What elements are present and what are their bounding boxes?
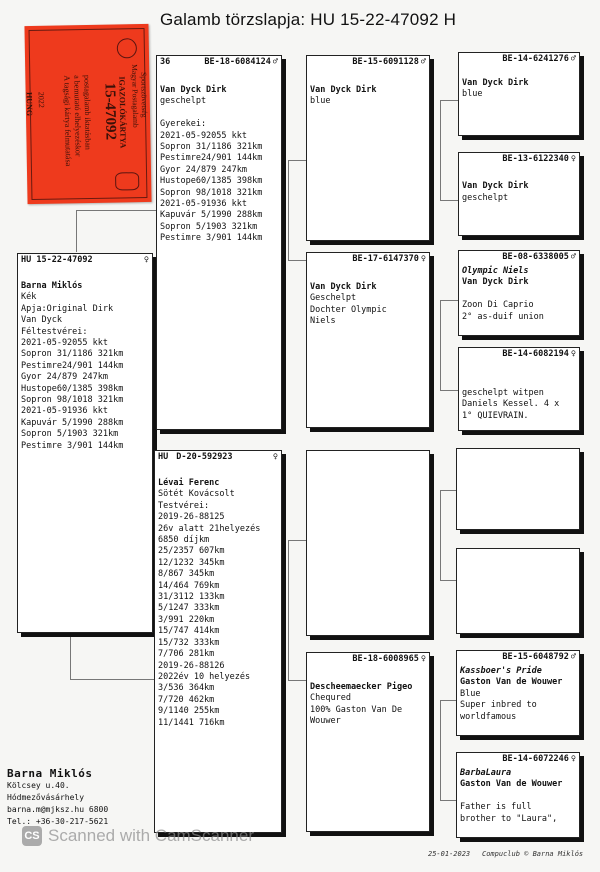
sire-dam-box — [306, 252, 430, 428]
sds-box — [458, 250, 580, 336]
connector — [288, 260, 306, 261]
detail-line: Kapuvár 5/1990 288km — [21, 417, 124, 428]
dam-details — [155, 464, 281, 729]
connector — [76, 210, 77, 252]
detail-line: Dochter Olympic — [310, 304, 387, 315]
card-org2: Sportszövetség — [139, 71, 150, 118]
male-icon: ♂ — [570, 652, 576, 663]
detail-line: 8/867 345km — [158, 569, 215, 580]
dam-dam-details — [307, 666, 429, 728]
detail-line: Apja:Original Dirk — [21, 303, 114, 314]
connector — [440, 490, 441, 580]
connector — [440, 300, 441, 390]
connector — [76, 210, 156, 211]
sire-box — [156, 55, 282, 430]
dam-box — [154, 450, 282, 833]
detail-line — [462, 170, 576, 181]
footer-credit: Compuclub © Barna Miklós — [482, 850, 584, 858]
detail-line: geschelpt — [160, 96, 207, 107]
detail-line: Hustope60/1385 398km — [21, 383, 124, 394]
detail-line: Van Dyck Dirk — [462, 78, 529, 88]
detail-line: Van Dyck Dirk — [160, 85, 227, 95]
detail-line: Féltestvérei: — [21, 326, 88, 337]
detail-line: brother to "Laura", — [460, 813, 558, 824]
detail-line: blue — [462, 89, 483, 100]
ring-number: BE-15-6048792 — [502, 652, 569, 663]
detail-line: Pestimre 3/901 144km — [21, 440, 124, 451]
connector — [288, 540, 306, 541]
pigeon-id-card — [24, 24, 151, 204]
sire-sire-box — [306, 55, 430, 241]
detail-line: Descheemaecker Pigeo — [310, 682, 413, 692]
sire-header — [157, 56, 281, 69]
detail-line: 2021-05-92055 kkt — [21, 338, 108, 349]
footer-date: 25-01-2023 — [428, 850, 471, 858]
ssd-box — [458, 152, 580, 236]
detail-line: 25/2357 607km — [158, 546, 225, 557]
ring-number: BE-14-6082194 — [502, 349, 569, 360]
detail-line: Geschelpt — [310, 293, 357, 304]
detail-line: 2019-26-88125 — [158, 512, 225, 523]
detail-line: Van Dyck — [21, 315, 62, 326]
ring-number: HU 15-22-47092 — [21, 255, 93, 266]
subject-pigeon-box — [17, 253, 153, 633]
detail-line: 15/732 333km — [158, 637, 220, 648]
detail-line: Sopron 98/1018 321km — [160, 187, 263, 198]
ddd-box — [456, 752, 580, 838]
connector — [70, 634, 71, 679]
detail-line: worldfamous — [460, 711, 517, 722]
card-year: 2022 — [36, 91, 46, 108]
dam-dam-box — [306, 652, 430, 832]
ssd-header — [459, 153, 579, 166]
connector — [440, 700, 441, 800]
owner-address: Kölcsey u.40. — [7, 781, 70, 790]
watermark-text: Scanned with CamScanner — [48, 826, 255, 845]
sss-details — [459, 66, 579, 101]
card-note: A tagsági kártya felmutatása — [62, 75, 73, 167]
male-icon: ♂ — [570, 54, 576, 65]
ring-number: BE-15-6091128 — [352, 57, 419, 68]
female-icon: ♀ — [420, 654, 426, 665]
detail-line: blue — [310, 96, 331, 107]
detail-line: Gaston Van de Wouwer — [460, 779, 563, 790]
connector — [440, 100, 441, 200]
page-title: Galamb törzslapja: HU 15-22-47092 H — [160, 10, 457, 29]
dds-box — [456, 650, 580, 736]
detail-line: 2022év 10 helyezés — [158, 671, 251, 682]
sire-sire-details — [307, 69, 429, 108]
camscanner-logo-icon: CS — [22, 826, 42, 846]
female-icon: ♀ — [272, 452, 278, 463]
detail-line: Sopron 31/1186 321km — [160, 142, 263, 153]
pigeon-stamp-icon — [115, 172, 139, 190]
detail-line — [160, 108, 278, 119]
scanner-watermark — [22, 826, 254, 846]
owner-phone: Tel.: +36-30-217-5621 — [7, 817, 109, 826]
detail-line: Pestimre 3/901 144km — [160, 233, 263, 244]
ring-number: BE-17-6147370 — [352, 254, 419, 265]
detail-line: 2021-05-91936 kkt — [160, 199, 247, 210]
card-number: 15-47092 — [101, 82, 119, 141]
detail-line: 7/720 462km — [158, 694, 215, 705]
owner-info — [7, 768, 108, 828]
connector — [440, 200, 458, 201]
female-icon: ♀ — [420, 254, 426, 265]
detail-line: Lévai Ferenc — [158, 478, 220, 488]
ring-number: BE-14-6241276 — [502, 54, 569, 65]
detail-line: Wouwer — [310, 716, 341, 727]
detail-line: Gaston Van de Wouwer — [460, 677, 563, 688]
detail-line: 100% Gaston Van De — [310, 704, 403, 715]
detail-line: 15/747 414km — [158, 626, 220, 637]
detail-line: Van Dyck Dirk — [462, 181, 529, 192]
detail-line: Kapuvár 5/1990 288km — [160, 210, 263, 221]
detail-line: Sopron 5/1903 321km — [21, 429, 119, 440]
sss-header — [459, 53, 579, 66]
detail-line: Gyerekei: — [160, 119, 207, 130]
connector — [70, 679, 154, 680]
detail-line: Super inbred to — [460, 700, 537, 711]
detail-line: Sötét Kovácsolt — [158, 489, 235, 500]
connector — [440, 100, 458, 101]
ring-number: BE-13-6122340 — [502, 154, 569, 165]
detail-line: Van Dyck Dirk — [310, 282, 377, 292]
female-icon: ♀ — [570, 349, 576, 360]
detail-line — [462, 376, 576, 387]
detail-line: Van Dyck Dirk — [462, 277, 529, 288]
detail-line: Pestimre24/901 144km — [160, 153, 263, 164]
dds-header — [457, 651, 579, 664]
owner-city: Hódmezővásárhely — [7, 793, 85, 802]
sss-box — [458, 52, 580, 136]
detail-line: Hustope60/1385 398km — [160, 176, 263, 187]
dam-dam-header — [307, 653, 429, 666]
detail-line: geschelpt — [462, 192, 509, 203]
detail-line: 2021-05-91936 kkt — [21, 406, 108, 417]
detail-line: 3/991 220km — [158, 614, 215, 625]
detail-line: Testvérei: — [158, 500, 210, 511]
ssd-details — [459, 166, 579, 204]
detail-line: Olympic Niels — [462, 266, 529, 276]
detail-line: Sopron 98/1018 321km — [21, 395, 124, 406]
sdd-box — [458, 347, 580, 431]
detail-line: Barna Miklós — [21, 281, 83, 291]
detail-line: Zoon Di Caprio — [462, 300, 534, 311]
card-org1: Magyar Postagalamb — [130, 64, 141, 128]
subject-header — [18, 254, 152, 267]
female-icon: ♀ — [570, 154, 576, 165]
dsd-box — [456, 548, 580, 634]
female-icon: ♀ — [143, 255, 149, 266]
owner-name: Barna Miklós — [7, 767, 93, 780]
connector — [440, 390, 458, 391]
sire-details — [157, 69, 281, 245]
detail-line: Pestimre24/901 144km — [21, 360, 124, 371]
detail-line: Gyor 24/879 247km — [21, 372, 108, 383]
connector — [288, 160, 306, 161]
detail-line: geschelpt witpen — [462, 387, 544, 398]
detail-line: BarbaLaura — [460, 768, 512, 778]
detail-line: 9/1140 255km — [158, 706, 220, 717]
detail-line: 12/1232 345km — [158, 557, 225, 568]
detail-line: 6850 díjkm — [158, 535, 210, 546]
ddd-details — [457, 766, 579, 825]
sire-sire-header — [307, 56, 429, 69]
ring-number: BE-18-6084124 — [204, 57, 271, 68]
detail-line — [460, 791, 576, 802]
detail-line — [462, 289, 576, 300]
sdd-header — [459, 348, 579, 361]
female-icon: ♀ — [570, 754, 576, 765]
detail-line — [462, 365, 576, 376]
sire-dam-header — [307, 253, 429, 266]
detail-line: 5/1247 333km — [158, 603, 220, 614]
card-country: HUNG — [24, 91, 35, 117]
detail-line: Kassboer's Pride — [460, 666, 542, 676]
sds-details — [459, 264, 579, 323]
detail-line: Van Dyck Dirk — [310, 85, 377, 95]
subject-details — [18, 267, 152, 452]
detail-line: 1° QUIEVRAIN. — [462, 410, 529, 421]
detail-line: Blue — [460, 688, 481, 699]
sds-header — [459, 251, 579, 264]
detail-line: 2021-05-92055 kkt — [160, 130, 247, 141]
detail-line: Father is full — [460, 802, 532, 813]
card-label: IGAZOLÓKÁRTYA — [117, 76, 128, 149]
ring-number: D-20-592923 — [176, 452, 233, 463]
ring-number: BE-18-6008965 — [352, 654, 419, 665]
male-icon: ♂ — [272, 57, 278, 68]
male-icon: ♂ — [570, 252, 576, 263]
detail-line: Sopron 5/1903 321km — [160, 221, 258, 232]
dds-details — [457, 664, 579, 723]
detail-line: 2019-26-88126 — [158, 660, 225, 671]
detail-line: 2° as-duif union — [462, 311, 544, 322]
male-icon: ♂ — [420, 57, 426, 68]
dss-box — [456, 448, 580, 530]
owner-email: barna.m@mjksz.hu 6800 — [7, 805, 109, 814]
detail-line: Niels — [310, 316, 336, 327]
detail-line: Sopron 31/1186 321km — [21, 349, 124, 360]
detail-line: 14/464 769km — [158, 580, 220, 591]
dam-sire-box — [306, 450, 430, 636]
detail-line: Daniels Kessel. 4 x — [462, 399, 560, 410]
detail-line: 26v alatt 21helyezés — [158, 523, 261, 534]
sdd-details — [459, 361, 579, 422]
connector — [288, 160, 289, 260]
connector — [288, 540, 289, 680]
detail-line: Chequred — [310, 693, 351, 704]
detail-line: 3/536 364km — [158, 683, 215, 694]
connector — [288, 680, 306, 681]
detail-line: Kék — [21, 292, 37, 303]
ring-number: BE-14-6072246 — [502, 754, 569, 765]
ring-number: BE-08-6338005 — [502, 252, 569, 263]
prefix: 36 — [160, 57, 171, 68]
detail-line: 31/3112 133km — [158, 592, 225, 603]
ddd-header — [457, 753, 579, 766]
card-note2: a bemutató elhelyezéskor — [72, 75, 83, 157]
detail-line: 11/1441 716km — [158, 717, 225, 728]
detail-line: Gyor 24/879 247km — [160, 164, 247, 175]
card-note3: postagalamb iktatásban — [82, 74, 93, 150]
prefix: HU — [158, 452, 169, 463]
dam-header — [155, 451, 281, 464]
detail-line: 7/706 281km — [158, 649, 215, 660]
connector — [440, 300, 458, 301]
sire-dam-details — [307, 266, 429, 328]
